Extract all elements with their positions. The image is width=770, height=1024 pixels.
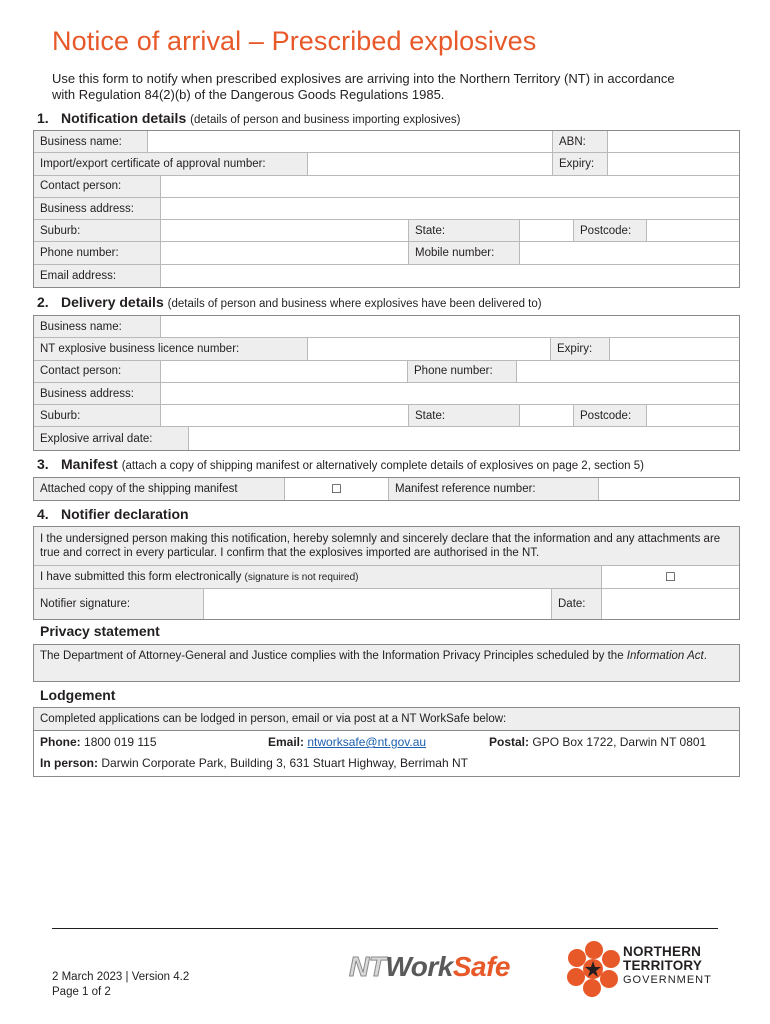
page-number: Page 1 of 2 [52, 986, 111, 998]
certificate-number-label: Import/export certificate of approval number: [34, 153, 308, 174]
business-name-label: Business name: [34, 131, 148, 152]
delivery-postcode-label: Postcode: [574, 405, 647, 426]
abn-field[interactable] [608, 131, 739, 152]
declaration-date-label: Date: [552, 589, 602, 619]
table-row [34, 478, 739, 500]
business-name-field[interactable] [148, 131, 553, 152]
licence-number-field[interactable] [308, 338, 551, 359]
arrival-date-label: Explosive arrival date: [34, 427, 189, 449]
expiry-field[interactable] [608, 153, 739, 174]
footer-divider [52, 928, 718, 929]
expiry-label: Expiry: [553, 153, 608, 174]
postcode-label: Postcode: [574, 220, 647, 241]
lodgement-phone: Phone: 1800 019 115 [40, 735, 157, 749]
page-title: Notice of arrival – Prescribed explosives [52, 26, 537, 56]
table-row [34, 265, 739, 287]
delivery-business-name-label: Business name: [34, 316, 161, 337]
state-field[interactable] [520, 220, 574, 241]
lodgement-postal: Postal: GPO Box 1722, Darwin NT 0801 [489, 735, 707, 749]
email-address-field[interactable] [161, 265, 739, 287]
table-row [34, 566, 739, 589]
delivery-address-label: Business address: [34, 383, 161, 404]
mobile-number-field[interactable] [520, 242, 739, 263]
table-row [34, 153, 739, 175]
desert-rose-icon [565, 940, 623, 998]
intro-text: Use this form to notify when prescribed explosives are arriving into the Northern Territory (NT) in accordance with Regulation 84(2)(b) of the Dangerous Goods Regulations 1985. [52, 71, 675, 102]
table-row [34, 198, 739, 220]
nt-worksafe-logo: NTWorkSafe [349, 951, 510, 982]
table-row [34, 383, 739, 405]
declaration-text: I the undersigned person making this notification, hereby solemnly and sincerely declare that the information and any attachments are true and correct in every particular. I confirm that the explosives imported are authorised in the NT. [40, 532, 721, 559]
table-row [34, 405, 739, 427]
table-row [34, 242, 739, 264]
lodgement-intro: Completed applications can be lodged in person, email or via post at a NT WorkSafe below: [33, 707, 740, 731]
postcode-field[interactable] [647, 220, 739, 241]
declaration-table [33, 526, 740, 620]
table-row [34, 361, 739, 383]
table-row [34, 589, 739, 619]
phone-number-label: Phone number: [34, 242, 161, 263]
delivery-expiry-field[interactable] [610, 338, 739, 359]
abn-label: ABN: [553, 131, 608, 152]
manifest-reference-field[interactable] [599, 478, 739, 500]
phone-number-field[interactable] [161, 242, 409, 263]
suburb-label: Suburb: [34, 220, 161, 241]
table-row [34, 220, 739, 242]
mobile-number-label: Mobile number: [409, 242, 520, 263]
section-2-heading: 2. Delivery details (details of person and business where explosives have been delivered to) [37, 294, 542, 310]
delivery-suburb-label: Suburb: [34, 405, 161, 426]
delivery-state-label: State: [409, 405, 520, 426]
lodgement-in-person: In person: Darwin Corporate Park, Building 3, 631 Stuart Highway, Berrimah NT [40, 756, 468, 770]
version-text: 2 March 2023 | Version 4.2 [52, 971, 190, 983]
table-row [34, 176, 739, 198]
licence-number-label: NT explosive business licence number: [34, 338, 308, 359]
delivery-address-field[interactable] [161, 383, 739, 404]
email-link[interactable]: ntworksafe@nt.gov.au [307, 735, 427, 749]
manifest-reference-label: Manifest reference number: [389, 478, 599, 500]
privacy-text: The Department of Attorney-General and Justice complies with the Information Privacy Principles scheduled by the Information Act. [33, 644, 740, 682]
state-label: State: [409, 220, 520, 241]
nt-government-wordmark: NORTHERN TERRITORY GOVERNMENT [623, 944, 712, 986]
table-row [34, 527, 739, 566]
contact-person-label: Contact person: [34, 176, 161, 197]
delivery-suburb-field[interactable] [161, 405, 409, 426]
delivery-details-table [33, 315, 740, 451]
delivery-contact-label: Contact person: [34, 361, 161, 382]
business-address-label: Business address: [34, 198, 161, 219]
delivery-business-name-field[interactable] [161, 316, 739, 337]
notifier-signature-field[interactable] [204, 589, 552, 619]
notification-details-table [33, 130, 740, 288]
lodgement-email: Email: ntworksafe@nt.gov.au [268, 735, 427, 749]
delivery-contact-field[interactable] [161, 361, 408, 382]
manifest-table [33, 477, 740, 501]
table-row [34, 316, 739, 338]
delivery-state-field[interactable] [520, 405, 574, 426]
arrival-date-field[interactable] [189, 427, 739, 449]
section-3-heading: 3. Manifest (attach a copy of shipping manifest or alternatively complete details of explosives on page 2, section 5) [37, 456, 644, 472]
delivery-postcode-field[interactable] [647, 405, 739, 426]
lodgement-details [33, 731, 740, 777]
privacy-heading: Privacy statement [40, 623, 160, 639]
table-row [34, 427, 739, 449]
table-row [34, 131, 739, 153]
section-4-heading: 4. Notifier declaration [37, 506, 189, 522]
table-row [34, 338, 739, 360]
delivery-phone-label: Phone number: [408, 361, 517, 382]
certificate-number-field[interactable] [308, 153, 553, 174]
delivery-phone-field[interactable] [517, 361, 739, 382]
footer-info [52, 970, 189, 1000]
electronic-submission-checkbox[interactable]: ☐ [602, 566, 739, 588]
delivery-expiry-label: Expiry: [551, 338, 610, 359]
email-address-label: Email address: [34, 265, 161, 287]
contact-person-field[interactable] [161, 176, 739, 197]
attached-manifest-checkbox[interactable]: ☐ [285, 478, 389, 500]
attached-manifest-label: Attached copy of the shipping manifest [34, 478, 285, 500]
notifier-signature-label: Notifier signature: [34, 589, 204, 619]
nt-government-logo [565, 940, 725, 1000]
declaration-date-field[interactable] [602, 589, 739, 619]
section-1-heading: 1. Notification details (details of person and business importing explosives) [37, 110, 461, 126]
lodgement-heading: Lodgement [40, 687, 116, 703]
suburb-field[interactable] [161, 220, 409, 241]
business-address-field[interactable] [161, 198, 739, 219]
electronic-submission-label: I have submitted this form electronically (signature is not required) [34, 566, 602, 588]
